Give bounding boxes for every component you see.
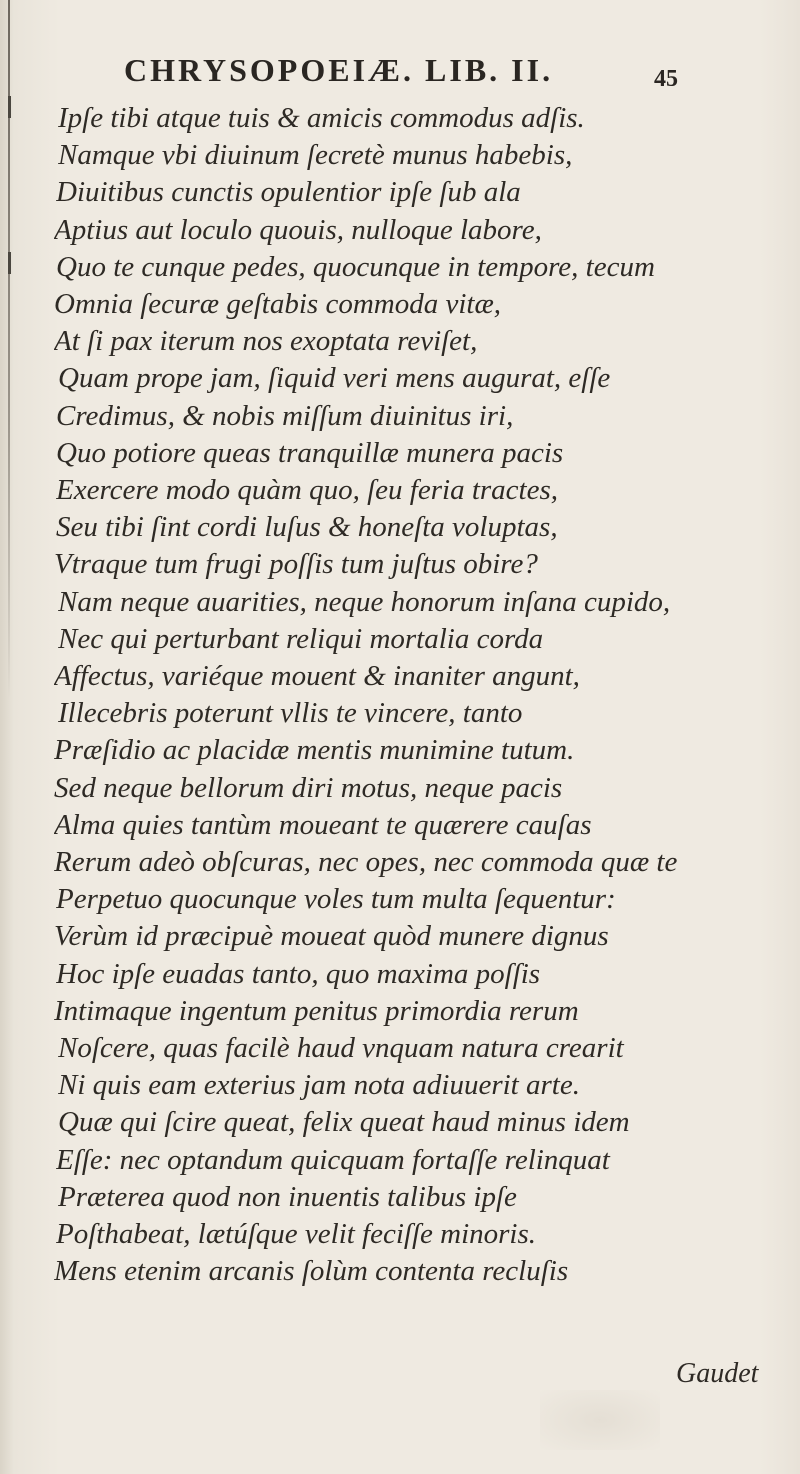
gutter-mark <box>8 96 11 118</box>
verse-line: Exercere modo quàm quo, ſeu feria tractes, <box>56 474 559 506</box>
verse-line: Aptius aut loculo quouis, nulloque labore, <box>54 213 542 246</box>
verse-line: Seu tibi ſint cordi luſus & honeſta voluptas, <box>56 511 558 544</box>
verse-line: Ni quis eam exterius jam nota adiuuerit arte. <box>58 1069 580 1102</box>
verse-line: Namque vbi diuinum ſecretè munus habebis, <box>58 139 573 172</box>
verse-line: Hoc ipſe euadas tanto, quo maxima poſſis <box>56 957 541 990</box>
verse-line: Nec qui perturbant reliqui mortalia corda <box>58 622 544 655</box>
verse-line: Ipſe tibi atque tuis & amicis commodus adſis. <box>58 102 585 134</box>
verse-line: Perpetuo quocunque voles tum multa ſequentur: <box>56 883 616 916</box>
verse-line: Rerum adeò obſcuras, nec opes, nec commoda quæ te <box>54 846 678 878</box>
verse-line: Sed neque bellorum diri motus, neque pacis <box>54 771 563 804</box>
verse-line: Mens etenim arcanis ſolùm contenta recluſis <box>54 1255 569 1288</box>
page-number: 45 <box>654 66 678 92</box>
verse-line: Præterea quod non inuentis talibus ipſe <box>58 1180 517 1213</box>
verse-line: At ſi pax iterum nos exoptata reviſet, <box>54 325 478 358</box>
verse-line: Præſidio ac placidæ mentis munimine tutum. <box>54 734 575 767</box>
verse-line: Omnia ſecuræ geſtabis commoda vitæ, <box>54 288 502 320</box>
verse-line: Quo te cunque pedes, quocunque in tempore, tecum <box>56 250 655 283</box>
verse-line: Intimaque ingentum penitus primordia rerum <box>54 994 579 1027</box>
verse-line: Quam prope jam, ſiquid veri mens augurat, eſſe <box>58 362 611 395</box>
paper-stain <box>540 1390 660 1450</box>
verse-line: Illecebris poterunt vllis te vincere, tanto <box>58 697 523 730</box>
verse-line: Quæ qui ſcire queat, felix queat haud minus idem <box>58 1106 630 1139</box>
verse-line: Quo potiore queas tranquillæ munera pacis <box>56 436 564 469</box>
verse-line: Affectus, variéque mouent & inaniter angunt, <box>54 660 580 692</box>
verse-line: Alma quies tantùm moueant te quærere cauſas <box>54 808 592 841</box>
catchword: Gaudet <box>676 1358 759 1389</box>
verse-line: Eſſe: nec optandum quicquam fortaſſe relinquat <box>56 1143 610 1176</box>
gutter-mark <box>8 252 11 274</box>
verse-line: Poſthabeat, lætúſque velit feciſſe minoris. <box>56 1218 537 1250</box>
verse-line: Noſcere, quas facilè haud vnquam natura crearit <box>58 1032 624 1064</box>
verse-line: Credimus, & nobis miſſum diuinitus iri, <box>56 399 514 432</box>
verse-line: Vtraque tum frugi poſſis tum juſtus obire? <box>54 548 538 581</box>
verse-line: Verùm id præcipuè moueat quòd munere dignus <box>54 920 609 953</box>
verse-line: Diuitibus cunctis opulentior ipſe ſub ala <box>56 176 521 209</box>
verse-line: Nam neque auarities, neque honorum inſana cupido, <box>58 585 671 618</box>
page-header <box>0 52 800 96</box>
running-head: CHRYSOPOEIÆ. LIB. II. <box>124 52 554 88</box>
